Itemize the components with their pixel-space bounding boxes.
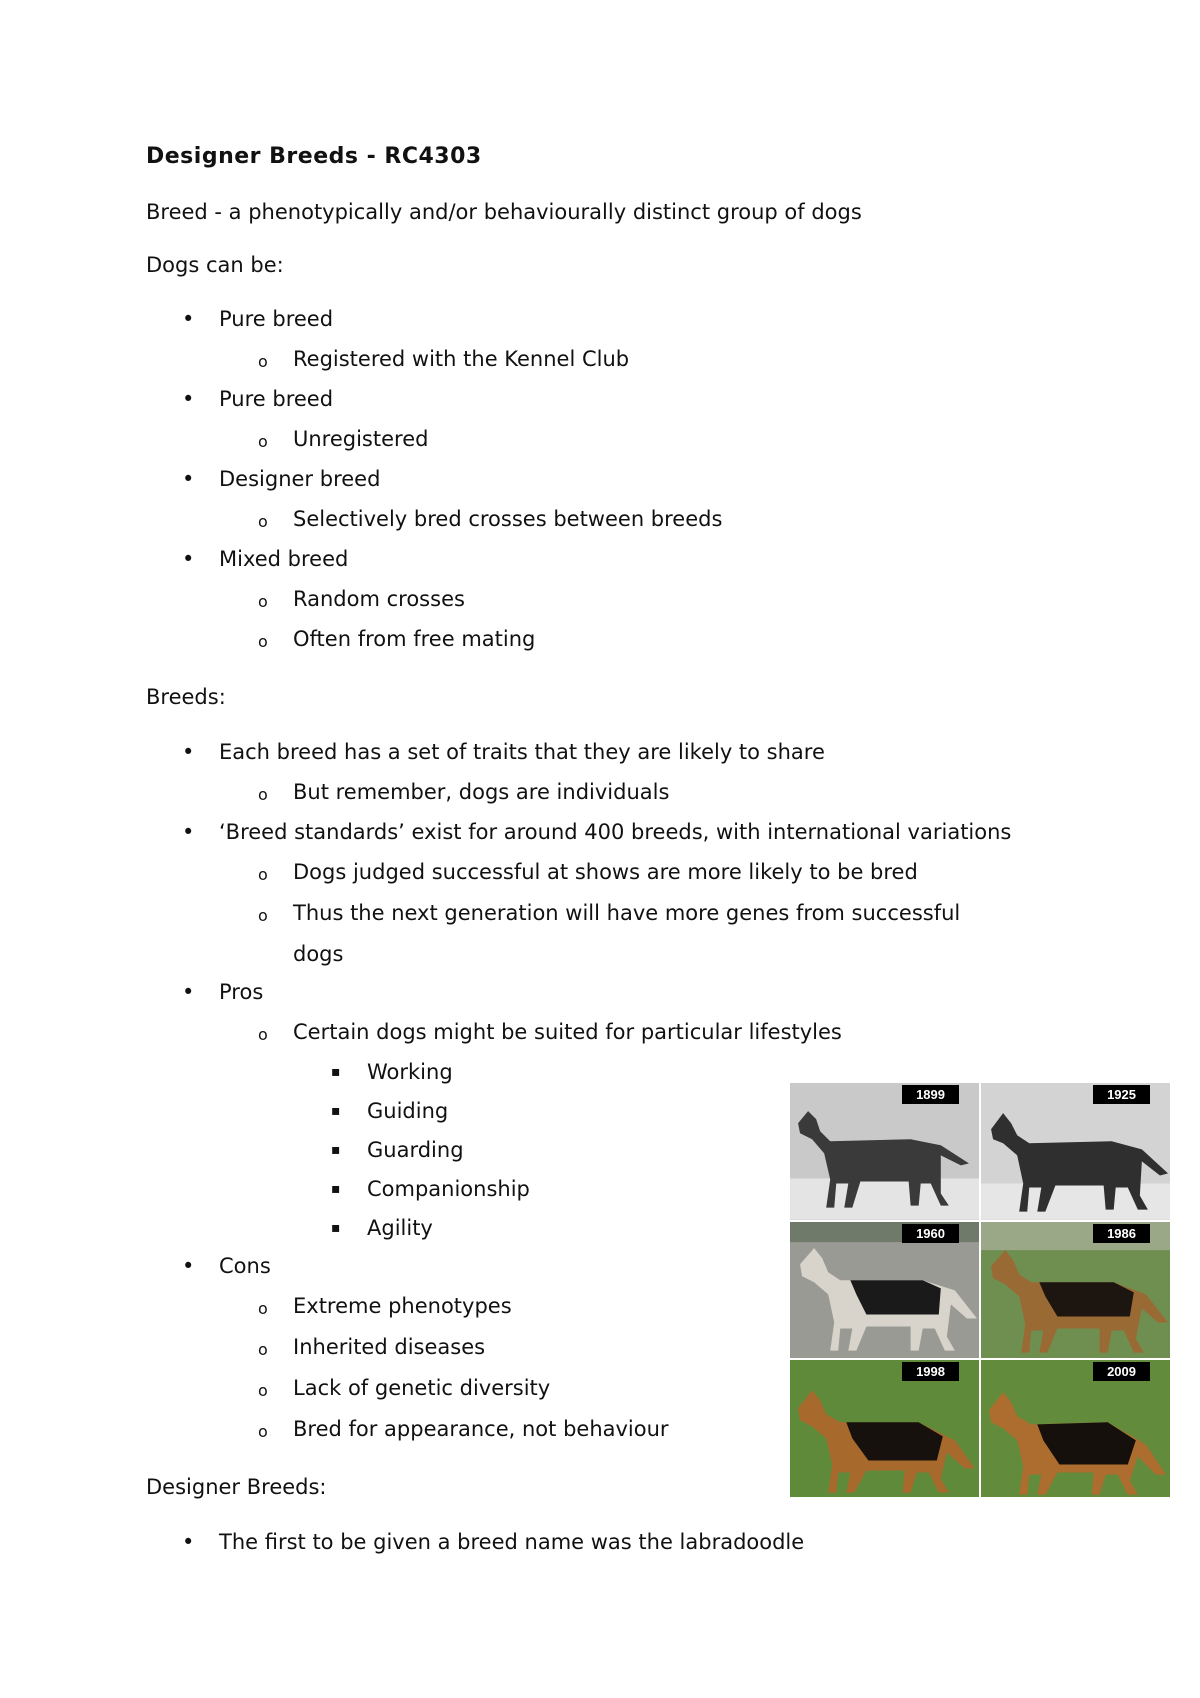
- sub-bullet-icon: o: [258, 865, 268, 884]
- list-item: Each breed has a set of traits that they are likely to share: [219, 740, 825, 764]
- sub-list-item: Inherited diseases: [293, 1335, 486, 1359]
- cons-label: Cons: [219, 1254, 271, 1278]
- list-item: Pure breed: [219, 307, 334, 331]
- sub-list-item: Thus the next generation will have more genes from successful: [293, 901, 961, 925]
- use-item: Guarding: [367, 1138, 464, 1162]
- year-label: 1925: [1093, 1085, 1150, 1104]
- sub-bullet-icon: o: [258, 352, 268, 371]
- year-label: 1960: [902, 1224, 959, 1243]
- list-item: The first to be given a breed name was the labradoodle: [219, 1530, 805, 1554]
- square-bullet-icon: ▪: [331, 1103, 341, 1119]
- designer-breeds-heading: Designer Breeds:: [146, 1475, 327, 1499]
- square-bullet-icon: ▪: [331, 1181, 341, 1197]
- sub-bullet-icon: o: [258, 906, 268, 925]
- sub-bullet-icon: o: [258, 1299, 268, 1318]
- year-label: 1899: [902, 1085, 959, 1104]
- square-bullet-icon: ▪: [331, 1220, 341, 1236]
- sub-list-item-continuation: dogs: [293, 942, 344, 966]
- use-item: Agility: [367, 1216, 433, 1240]
- sub-list-item: Lack of genetic diversity: [293, 1376, 551, 1400]
- breed-definition: Breed - a phenotypically and/or behaviourally distinct group of dogs: [146, 200, 862, 224]
- bullet-icon: •: [182, 740, 195, 764]
- sub-list-item: Extreme phenotypes: [293, 1294, 512, 1318]
- use-item: Guiding: [367, 1099, 449, 1123]
- german-shepherd-comparison-image: [790, 1083, 1170, 1497]
- sub-list-item: Registered with the Kennel Club: [293, 347, 630, 371]
- breeds-heading: Breeds:: [146, 685, 226, 709]
- list-item: Mixed breed: [219, 547, 349, 571]
- photo-cell-1986: [981, 1222, 1170, 1359]
- sub-list-item: Unregistered: [293, 427, 429, 451]
- sub-bullet-icon: o: [258, 1025, 268, 1044]
- sub-list-item: Selectively bred crosses between breeds: [293, 507, 723, 531]
- square-bullet-icon: ▪: [331, 1064, 341, 1080]
- use-item: Companionship: [367, 1177, 530, 1201]
- sub-bullet-icon: o: [258, 1422, 268, 1441]
- photo-cell-1998: [790, 1360, 979, 1497]
- photo-cell-2009: [981, 1360, 1170, 1497]
- sub-bullet-icon: o: [258, 1381, 268, 1400]
- year-label: 1986: [1093, 1224, 1150, 1243]
- list-item: ‘Breed standards’ exist for around 400 breeds, with international variations: [219, 820, 1012, 844]
- list-item: Designer breed: [219, 467, 381, 491]
- photo-cell-1899: [790, 1083, 979, 1220]
- bullet-icon: •: [182, 820, 195, 844]
- pros-label: Pros: [219, 980, 264, 1004]
- sub-bullet-icon: o: [258, 432, 268, 451]
- bullet-icon: •: [182, 1530, 195, 1554]
- sub-list-item: Random crosses: [293, 587, 465, 611]
- year-label: 1998: [902, 1362, 959, 1381]
- square-bullet-icon: ▪: [331, 1142, 341, 1158]
- sub-list-item: But remember, dogs are individuals: [293, 780, 670, 804]
- dogs-can-be-heading: Dogs can be:: [146, 253, 284, 277]
- bullet-icon: •: [182, 387, 195, 411]
- sub-list-item: Certain dogs might be suited for particular lifestyles: [293, 1020, 842, 1044]
- bullet-icon: •: [182, 980, 195, 1004]
- sub-list-item: Bred for appearance, not behaviour: [293, 1417, 669, 1441]
- use-item: Working: [367, 1060, 453, 1084]
- sub-list-item: Often from free mating: [293, 627, 536, 651]
- year-label: 2009: [1093, 1362, 1150, 1381]
- document-title: Designer Breeds - RC4303: [146, 144, 482, 169]
- sub-bullet-icon: o: [258, 632, 268, 651]
- list-item: Pure breed: [219, 387, 334, 411]
- sub-bullet-icon: o: [258, 592, 268, 611]
- bullet-icon: •: [182, 1254, 195, 1278]
- photo-cell-1925: [981, 1083, 1170, 1220]
- sub-list-item: Dogs judged successful at shows are more likely to be bred: [293, 860, 918, 884]
- bullet-icon: •: [182, 467, 195, 491]
- photo-cell-1960: [790, 1222, 979, 1359]
- bullet-icon: •: [182, 307, 195, 331]
- bullet-icon: •: [182, 547, 195, 571]
- sub-bullet-icon: o: [258, 1340, 268, 1359]
- sub-bullet-icon: o: [258, 512, 268, 531]
- sub-bullet-icon: o: [258, 785, 268, 804]
